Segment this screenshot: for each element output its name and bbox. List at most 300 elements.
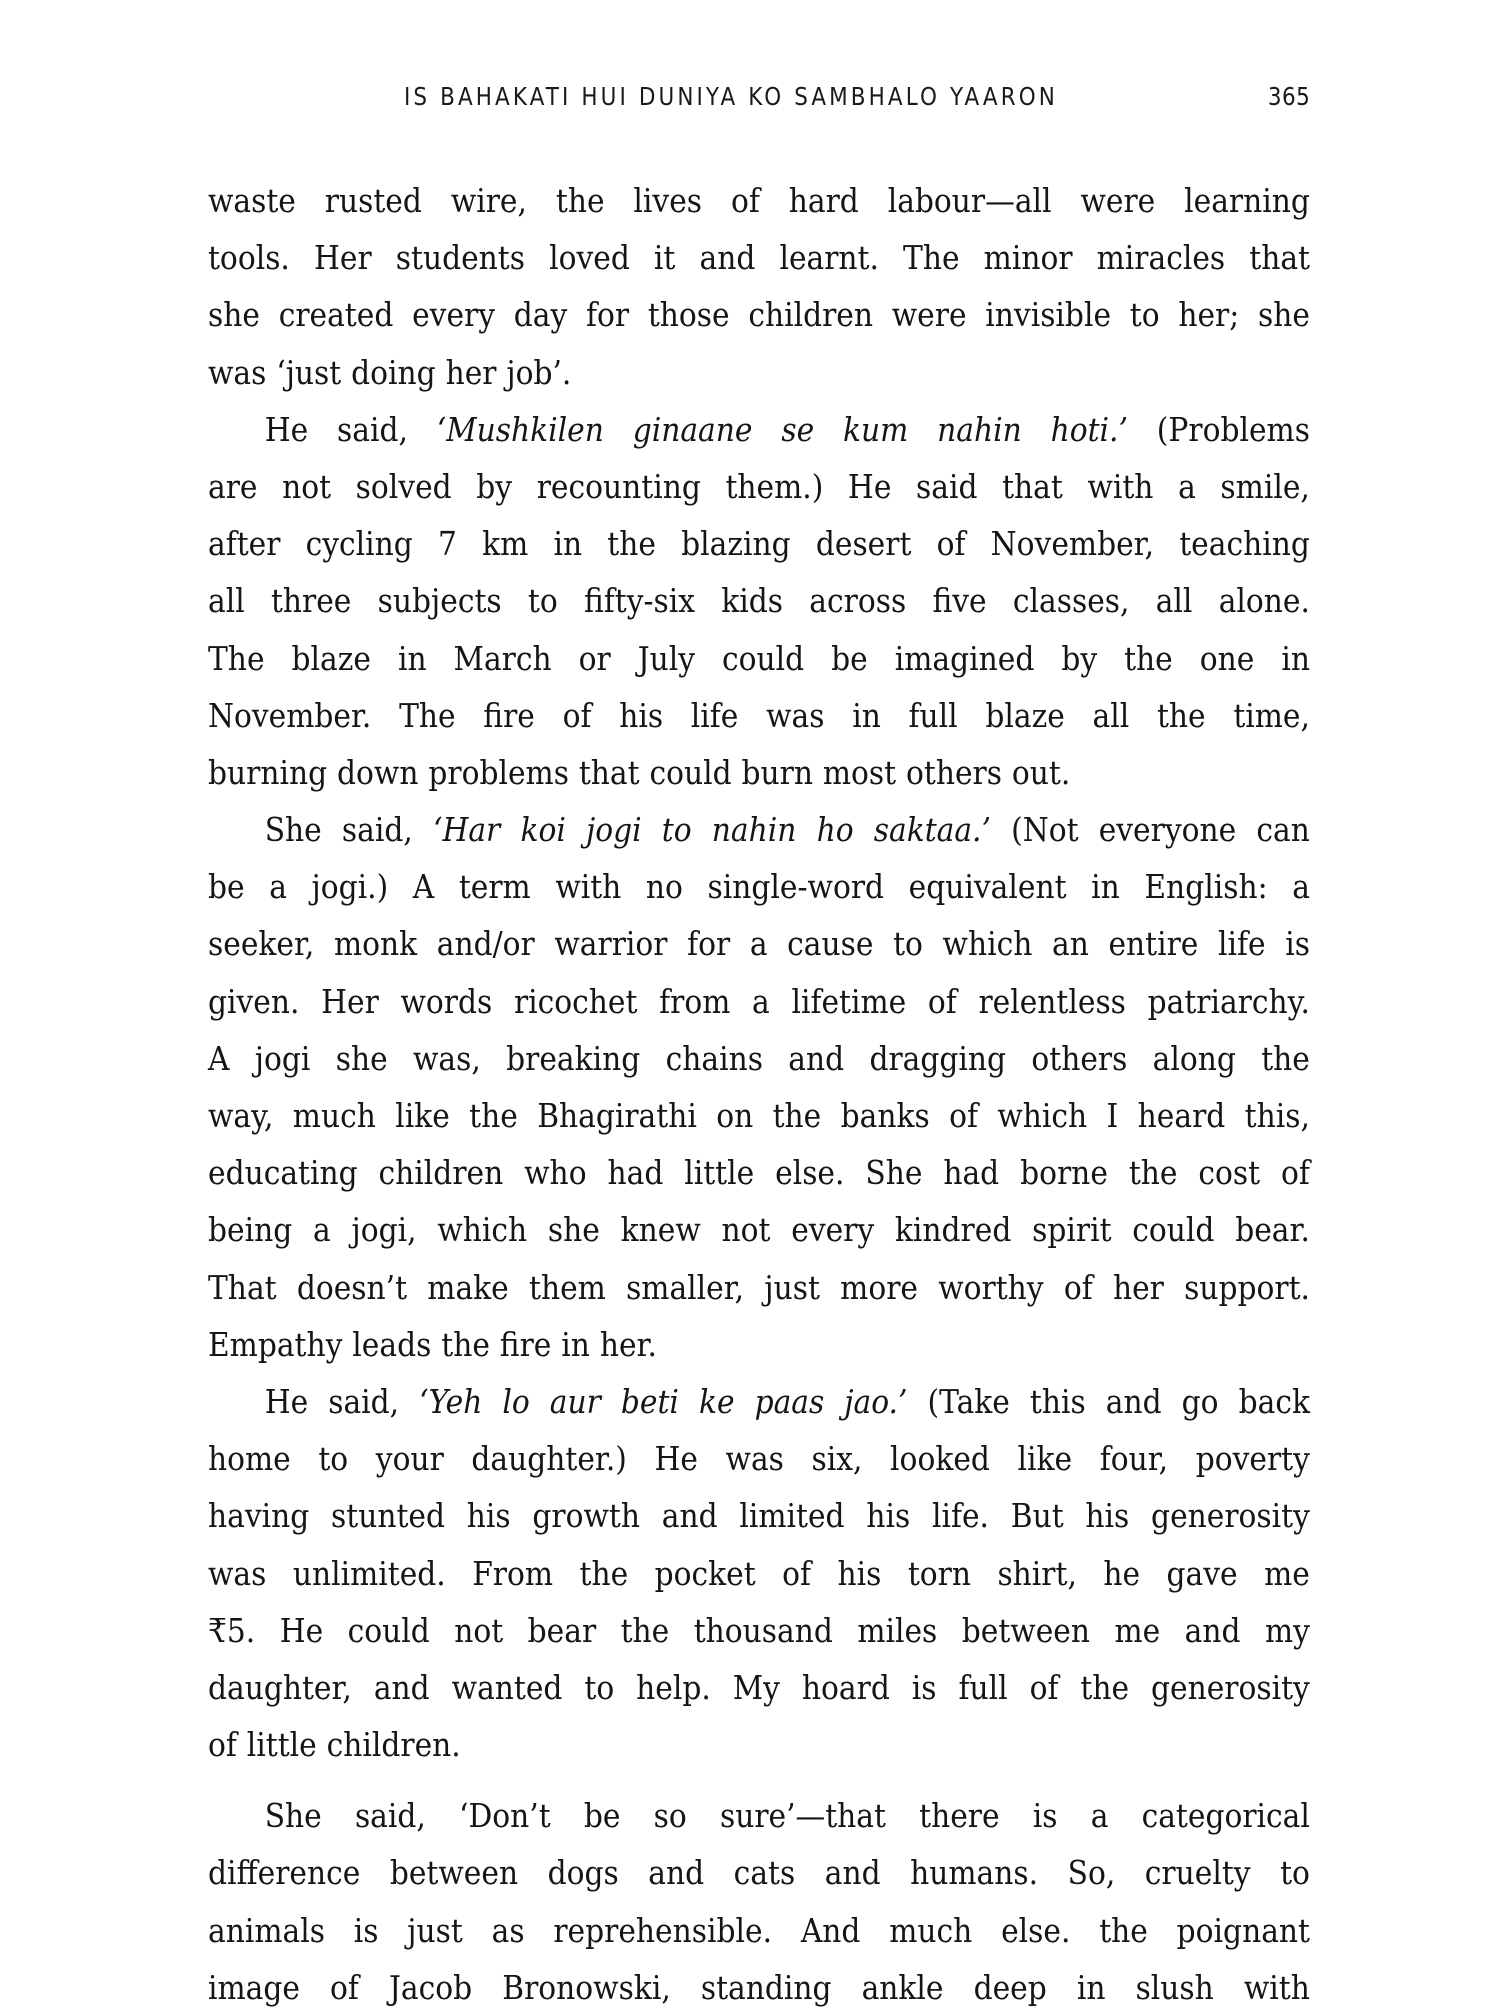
word: of xyxy=(1029,1667,1059,1707)
word: not xyxy=(454,1610,504,1650)
word: patriarchy. xyxy=(1147,981,1310,1021)
text-line xyxy=(208,1787,1310,1844)
text-line xyxy=(208,744,1310,801)
word: words xyxy=(400,981,493,1021)
word: humans. xyxy=(910,1853,1039,1893)
word: else. xyxy=(1001,1910,1071,1950)
word: km xyxy=(482,524,529,564)
word: them.) xyxy=(725,466,824,506)
word: that xyxy=(1249,238,1310,278)
word: to xyxy=(893,924,923,964)
text-line xyxy=(208,286,1310,343)
word: That xyxy=(208,1267,277,1307)
text-line xyxy=(208,515,1310,572)
word: the xyxy=(1156,695,1206,735)
word: way, xyxy=(208,1096,274,1135)
word: dragging xyxy=(869,1038,1007,1078)
word: time, xyxy=(1233,695,1310,735)
word: From xyxy=(472,1553,554,1593)
page-number: 365 xyxy=(1267,82,1310,111)
text-line xyxy=(208,1201,1310,1258)
word: 7 xyxy=(438,524,457,564)
word: his xyxy=(866,1496,911,1536)
word: and xyxy=(788,1038,845,1078)
word: hoard xyxy=(801,1667,890,1707)
word: her xyxy=(1112,1267,1164,1307)
word: Bhagirathi xyxy=(537,1096,697,1135)
word: ‘Don’t xyxy=(459,1796,551,1836)
word: cost xyxy=(1198,1153,1261,1193)
word: But xyxy=(1010,1496,1064,1536)
running-title: IS BAHAKATI HUI DUNIYA KO SAMBHALO YAARON xyxy=(404,82,1058,111)
word: is xyxy=(911,1667,937,1707)
text-line xyxy=(208,1030,1310,1087)
word: after xyxy=(208,524,281,564)
italic-word: ginaane xyxy=(632,409,753,449)
word: and/or xyxy=(436,924,535,964)
text-line xyxy=(208,630,1310,687)
word: sure’—that xyxy=(719,1796,886,1836)
word: jogi, xyxy=(351,1210,417,1250)
word: a xyxy=(1178,466,1196,506)
word: standing xyxy=(700,1967,832,2007)
word: all xyxy=(1092,695,1130,735)
word: them xyxy=(529,1267,606,1307)
word: as xyxy=(491,1910,525,1950)
word: make xyxy=(427,1267,509,1307)
word: Her xyxy=(321,981,379,1021)
word: learnt. xyxy=(779,238,879,278)
word: Empathy xyxy=(208,1324,343,1364)
word: breaking xyxy=(506,1038,641,1078)
word: single-word xyxy=(707,867,885,907)
word: be xyxy=(583,1796,621,1836)
word: burning xyxy=(208,752,328,792)
text-line xyxy=(208,1144,1310,1201)
word: this xyxy=(1029,1381,1086,1421)
word: across xyxy=(809,581,907,621)
word: from xyxy=(659,981,731,1021)
word: in xyxy=(1091,867,1120,907)
word: by xyxy=(1061,638,1098,678)
word: his xyxy=(837,1553,882,1593)
word: and xyxy=(824,1853,881,1893)
word: in xyxy=(1076,1967,1106,2007)
word: alone. xyxy=(1218,581,1310,621)
word: could xyxy=(649,752,732,792)
word: children xyxy=(378,1153,504,1193)
word: to xyxy=(584,1667,615,1707)
word: life xyxy=(1218,924,1266,964)
word: out. xyxy=(1011,752,1071,792)
italic-word: ‘Yeh xyxy=(419,1381,483,1421)
word: and xyxy=(699,238,756,278)
word: animals xyxy=(208,1910,325,1950)
word: his xyxy=(466,1496,511,1536)
word: of xyxy=(1063,1267,1093,1307)
word: knew xyxy=(620,1210,701,1250)
word: said, xyxy=(341,810,413,850)
word: having xyxy=(208,1496,310,1536)
word: miracles xyxy=(1096,238,1226,278)
word: is xyxy=(1032,1796,1058,1836)
text-line xyxy=(208,1902,1310,1959)
word: of xyxy=(562,695,592,735)
word: that xyxy=(578,752,640,792)
word: said xyxy=(916,466,978,506)
word: he xyxy=(1103,1553,1141,1593)
word: no xyxy=(645,867,683,907)
word: thousand xyxy=(693,1610,833,1650)
italic-word: hoti.’ xyxy=(1050,409,1128,449)
word: little xyxy=(684,1153,755,1193)
word: life xyxy=(690,695,739,735)
word: torn xyxy=(907,1553,971,1593)
word: She xyxy=(264,1796,322,1836)
word: hard xyxy=(788,181,859,220)
word: the xyxy=(607,524,656,564)
word: poignant xyxy=(1176,1910,1310,1950)
word: given. xyxy=(208,981,300,1021)
word: The xyxy=(903,238,960,278)
word: children xyxy=(748,295,874,335)
word: Jacob xyxy=(389,1967,473,2007)
word: one xyxy=(1199,638,1255,678)
word: kids xyxy=(721,581,784,621)
word: which xyxy=(942,924,1033,964)
word: she xyxy=(208,295,260,335)
word: of xyxy=(208,1725,237,1765)
word: ankle xyxy=(861,1967,944,2007)
word: else. xyxy=(775,1153,845,1193)
word: between xyxy=(961,1610,1090,1650)
word: doing xyxy=(351,352,436,392)
word: full xyxy=(958,1667,1008,1707)
italic-word: ‘Mushkilen xyxy=(436,409,604,449)
word: spirit xyxy=(1032,1210,1112,1250)
word: term xyxy=(458,867,531,907)
text-line xyxy=(208,973,1310,1030)
word: with xyxy=(1243,1967,1310,2007)
word: English: xyxy=(1144,867,1268,907)
word: was xyxy=(725,1439,784,1479)
word: down xyxy=(337,752,419,792)
text-line xyxy=(208,1430,1310,1487)
text-line xyxy=(208,1087,1310,1144)
word: was xyxy=(766,695,825,735)
word: loved xyxy=(549,238,630,278)
word: bear. xyxy=(1235,1210,1310,1250)
word: and xyxy=(1184,1610,1241,1650)
word: and xyxy=(661,1496,718,1536)
word: poverty xyxy=(1195,1439,1310,1479)
text-line xyxy=(208,401,1310,458)
word: more xyxy=(840,1267,918,1307)
word: generosity xyxy=(1151,1496,1310,1536)
word: my xyxy=(1264,1610,1310,1650)
word: his xyxy=(1085,1496,1130,1536)
word: blaze xyxy=(985,695,1065,735)
word: wanted xyxy=(451,1667,563,1707)
word: heard xyxy=(1137,1096,1226,1135)
word: dogs xyxy=(547,1853,619,1893)
word: support. xyxy=(1184,1267,1310,1307)
word: classes, xyxy=(1012,581,1130,621)
word: She xyxy=(264,810,322,850)
word: not xyxy=(721,1210,771,1250)
word: doesn’t xyxy=(296,1267,408,1307)
word: said, xyxy=(354,1796,426,1836)
word: smile, xyxy=(1220,466,1310,506)
text-line xyxy=(208,229,1310,286)
word: relentless xyxy=(978,981,1126,1021)
word: children. xyxy=(326,1725,461,1765)
word: of xyxy=(782,1553,812,1593)
text-line xyxy=(208,344,1310,401)
word: The xyxy=(208,638,265,678)
word: blazing xyxy=(681,524,791,564)
word: or xyxy=(578,638,611,678)
word: of xyxy=(730,181,760,220)
word: in xyxy=(1281,638,1310,678)
word: So, xyxy=(1067,1853,1116,1893)
word: the xyxy=(1261,1038,1310,1078)
word: shirt, xyxy=(997,1553,1077,1593)
word: wire, xyxy=(450,181,527,220)
word: cruelty xyxy=(1144,1853,1251,1893)
word: a xyxy=(1090,1796,1109,1836)
word: image xyxy=(208,1967,300,2007)
body-text xyxy=(208,172,1310,2016)
word: had xyxy=(607,1153,664,1193)
word: problems xyxy=(428,752,569,792)
text-line xyxy=(208,915,1310,972)
word: and xyxy=(373,1667,430,1707)
word: to xyxy=(527,581,558,621)
word: entire xyxy=(1108,924,1199,964)
word: subjects xyxy=(377,581,502,621)
word: created xyxy=(278,295,394,335)
word: the xyxy=(469,1096,518,1135)
word: others xyxy=(906,752,1002,792)
italic-word: aur xyxy=(549,1381,601,1421)
word: He xyxy=(264,409,309,449)
word: back xyxy=(1238,1381,1310,1421)
word: smaller, xyxy=(626,1267,745,1307)
word: solved xyxy=(355,466,452,506)
word: November, xyxy=(990,524,1155,564)
word: a xyxy=(313,1210,331,1250)
word: November. xyxy=(208,695,372,735)
word: along xyxy=(1152,1038,1236,1078)
word: and xyxy=(648,1853,705,1893)
word: minor xyxy=(983,238,1073,278)
word: He xyxy=(847,466,892,506)
word: slush xyxy=(1135,1967,1214,2007)
word: can xyxy=(1256,810,1310,850)
word: just xyxy=(407,1910,463,1950)
word: could xyxy=(1132,1210,1215,1250)
italic-word: se xyxy=(781,409,815,449)
word: was xyxy=(208,1553,267,1593)
word: students xyxy=(395,238,525,278)
word: lifetime xyxy=(791,981,907,1021)
word: on xyxy=(716,1096,754,1135)
text-line xyxy=(208,1316,1310,1373)
italic-word: saktaa.’ xyxy=(873,810,991,850)
word: gave xyxy=(1166,1553,1238,1593)
word: little xyxy=(246,1725,317,1765)
word: all xyxy=(208,581,245,621)
italic-word: nahin xyxy=(937,409,1022,449)
word: generosity xyxy=(1151,1667,1310,1707)
italic-word: jogi xyxy=(586,810,642,850)
italic-word: paas xyxy=(754,1381,825,1421)
word: like xyxy=(395,1096,450,1135)
word: The xyxy=(399,695,456,735)
word: in xyxy=(852,695,881,735)
word: of xyxy=(927,981,957,1021)
word: was, xyxy=(412,1038,481,1078)
word: Bronowski, xyxy=(502,1967,671,2007)
italic-word: to xyxy=(661,810,692,850)
word: teaching xyxy=(1179,524,1310,564)
word: said, xyxy=(337,409,408,449)
word: reprehensible. xyxy=(553,1910,773,1950)
word: was xyxy=(208,352,267,392)
word: learning xyxy=(1184,181,1310,220)
word: is xyxy=(1285,924,1310,964)
word: were xyxy=(891,295,967,335)
word: is xyxy=(353,1910,379,1950)
word: rusted xyxy=(324,181,422,220)
word: stunted xyxy=(331,1496,445,1536)
word: (Problems xyxy=(1156,409,1310,449)
italic-word: ho xyxy=(816,810,854,850)
word: recounting xyxy=(536,466,701,506)
word: to xyxy=(1280,1853,1310,1893)
word: July xyxy=(637,638,696,678)
word: jogi xyxy=(254,1038,311,1078)
word: difference xyxy=(208,1853,361,1893)
word: (Take xyxy=(927,1381,1010,1421)
word: miles xyxy=(857,1610,938,1650)
italic-word: ‘Har xyxy=(433,810,501,850)
word: just xyxy=(764,1267,820,1307)
word: cycling xyxy=(305,524,413,564)
word: her xyxy=(445,352,497,392)
text-line xyxy=(208,801,1310,858)
word: He xyxy=(654,1439,698,1479)
text-line xyxy=(208,1373,1310,1430)
word: looked xyxy=(890,1439,990,1479)
word: the xyxy=(1080,1667,1130,1707)
word: jogi.) xyxy=(311,867,389,907)
word: home xyxy=(208,1439,291,1479)
word: like xyxy=(1017,1439,1073,1479)
word: so xyxy=(653,1796,687,1836)
word: for xyxy=(687,924,731,964)
word: daughter.) xyxy=(471,1439,627,1479)
italic-word: ke xyxy=(698,1381,735,1421)
word: others xyxy=(1031,1038,1128,1078)
word: his xyxy=(619,695,664,735)
word: cause xyxy=(787,924,874,964)
word: this, xyxy=(1244,1096,1310,1135)
word: it xyxy=(653,238,676,278)
word: in xyxy=(561,1324,590,1364)
text-line xyxy=(208,458,1310,515)
word: monk xyxy=(333,924,418,964)
word: worthy xyxy=(938,1267,1044,1307)
word: me xyxy=(1264,1553,1310,1593)
word: of xyxy=(1280,1153,1310,1193)
word: job’. xyxy=(506,352,572,392)
word: day xyxy=(513,295,568,335)
italic-word: kum xyxy=(843,409,909,449)
italic-word: nahin xyxy=(711,810,797,850)
italic-word: beti xyxy=(620,1381,679,1421)
word: those xyxy=(647,295,730,335)
word: chains xyxy=(665,1038,763,1078)
word: labour—all xyxy=(887,181,1052,220)
word: that xyxy=(1002,466,1063,506)
word: not xyxy=(282,466,332,506)
word: for xyxy=(586,295,630,335)
word: the xyxy=(772,1096,822,1135)
text-line xyxy=(208,858,1310,915)
word: blaze xyxy=(291,638,371,678)
word: her. xyxy=(599,1324,657,1364)
italic-word: jao.’ xyxy=(844,1381,908,1421)
word: in xyxy=(553,524,583,564)
word: She xyxy=(865,1153,923,1193)
word: your xyxy=(375,1439,444,1479)
word: ricochet xyxy=(513,981,638,1021)
word: lives xyxy=(633,181,703,220)
word: (Not xyxy=(1011,810,1079,850)
word: burn xyxy=(741,752,813,792)
word: warrior xyxy=(554,924,668,964)
word: six, xyxy=(811,1439,863,1479)
word: and xyxy=(1105,1381,1162,1421)
text-line xyxy=(208,1602,1310,1659)
word: a xyxy=(752,981,770,1021)
word: banks xyxy=(840,1096,930,1135)
word: much xyxy=(292,1096,376,1135)
word: which xyxy=(997,1096,1088,1135)
text-line xyxy=(208,1487,1310,1544)
word: which xyxy=(437,1210,528,1250)
word: a xyxy=(749,924,768,964)
word: be xyxy=(831,638,868,678)
word: with xyxy=(1087,466,1154,506)
word: cats xyxy=(733,1853,796,1893)
word: tools. xyxy=(208,238,290,278)
word: educating xyxy=(208,1153,358,1193)
word: A xyxy=(412,867,435,907)
word: waste xyxy=(208,181,296,220)
word: between xyxy=(389,1853,519,1893)
text-line xyxy=(208,687,1310,744)
word: invisible xyxy=(985,295,1112,335)
word: a xyxy=(269,867,287,907)
text-line xyxy=(208,572,1310,629)
word: My xyxy=(732,1667,780,1707)
word: said, xyxy=(328,1381,400,1421)
word: the xyxy=(1128,1153,1178,1193)
text-line xyxy=(208,1659,1310,1716)
